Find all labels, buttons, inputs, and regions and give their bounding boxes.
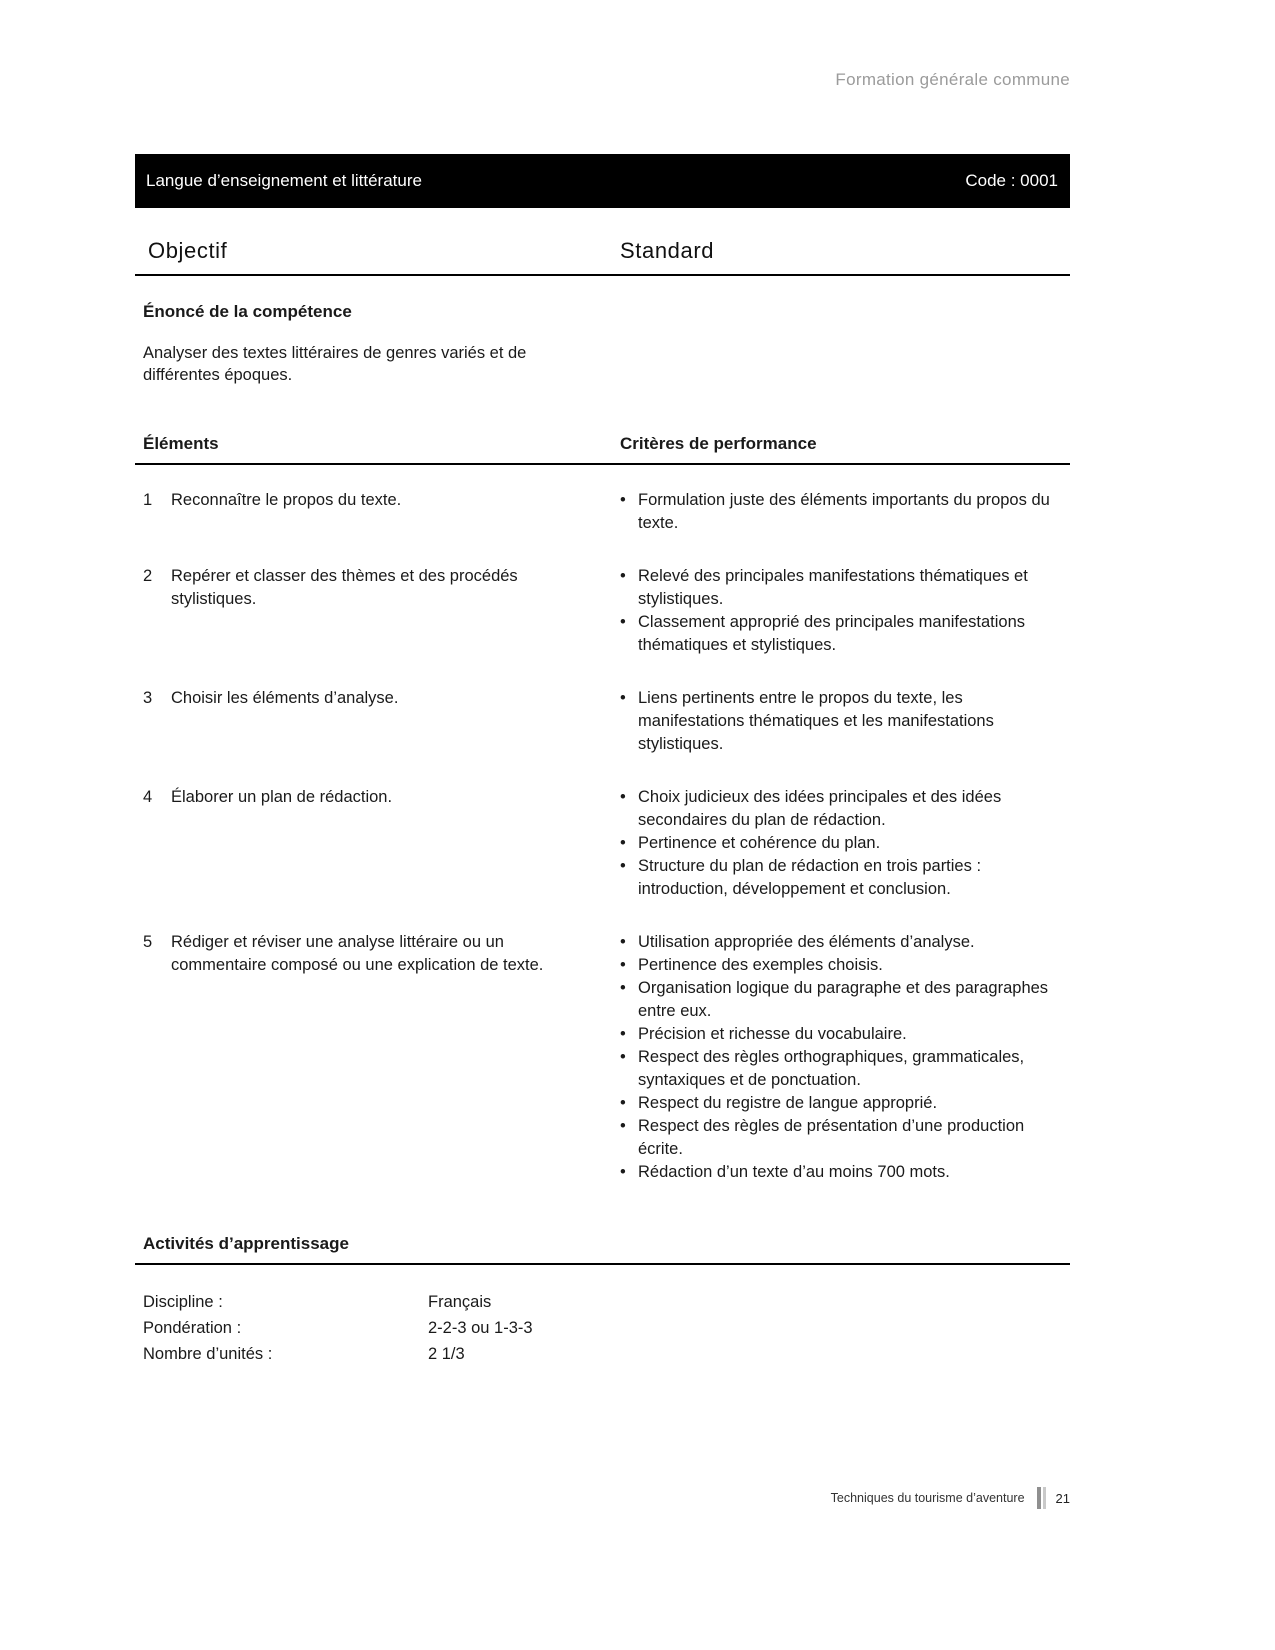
element-text: Rédiger et réviser une analyse littéraire ou un commentaire composé ou une explication de texte.: [171, 933, 544, 974]
field-discipline: [135, 1289, 1070, 1315]
element-number: 5: [143, 933, 153, 951]
element-cell: [135, 931, 612, 1184]
bullet-icon: •: [620, 689, 626, 707]
page-content: [135, 0, 1070, 1367]
element-text: Reconnaître le propos du texte.: [171, 491, 402, 509]
criterion-text: Respect du registre de langue approprié.: [638, 1094, 938, 1112]
document-category: Formation générale commune: [835, 70, 1070, 89]
table-row: [135, 931, 1070, 1184]
table-headers: [135, 434, 1070, 465]
criterion-text: Pertinence des exemples choisis.: [638, 956, 883, 974]
bullet-icon: •: [620, 834, 626, 852]
competence-text: Analyser des textes littéraires de genres variés et de différentes époques.: [143, 344, 527, 384]
element-cell: [135, 565, 612, 657]
criterion: [612, 855, 1070, 901]
element-cell: [135, 786, 612, 901]
competence-heading: Énoncé de la compétence: [143, 302, 352, 321]
criterion: [612, 1092, 1070, 1115]
element-number: 4: [143, 788, 153, 806]
objectif-title: Objectif: [148, 238, 228, 263]
bullet-icon: •: [620, 933, 626, 951]
element-text: Repérer et classer des thèmes et des procédés stylistiques.: [171, 567, 518, 608]
field-value: Français: [428, 1293, 492, 1311]
field-value: 2-2-3 ou 1-3-3: [428, 1319, 533, 1337]
footer-divider-icon: [1037, 1487, 1046, 1509]
field-label: Nombre d’unités :: [143, 1345, 273, 1363]
criterion: [612, 931, 1070, 954]
criterion: [612, 1023, 1070, 1046]
criterion-text: Relevé des principales manifestations thématiques et stylistiques.: [638, 567, 1028, 608]
field-label: Pondération :: [143, 1319, 242, 1337]
page-footer: [831, 1487, 1070, 1509]
activities-heading: Activités d’apprentissage: [135, 1234, 1070, 1265]
bullet-icon: •: [620, 1048, 626, 1066]
criterion-text: Liens pertinents entre le propos du texte, les manifestations thématiques et les manifestations stylistiques.: [638, 689, 994, 753]
criteria-cell: [612, 489, 1070, 535]
elements-header: Éléments: [143, 434, 219, 453]
criterion: [612, 611, 1070, 657]
field-ponderation: [135, 1315, 1070, 1341]
criterion-text: Formulation juste des éléments importants du propos du texte.: [638, 491, 1050, 532]
criterion: [612, 1161, 1070, 1184]
criterion: [612, 1115, 1070, 1161]
table-row: [135, 489, 1070, 535]
bullet-icon: •: [620, 491, 626, 509]
element-text: Élaborer un plan de rédaction.: [171, 788, 393, 806]
element-number: 2: [143, 567, 153, 585]
bullet-icon: •: [620, 788, 626, 806]
bullet-icon: •: [620, 1094, 626, 1112]
element-cell: [135, 687, 612, 756]
field-value: 2 1/3: [428, 1345, 465, 1363]
criterion: [612, 954, 1070, 977]
standard-title: Standard: [620, 238, 715, 263]
criterion-text: Précision et richesse du vocabulaire.: [638, 1025, 907, 1043]
criterion-text: Organisation logique du paragraphe et des paragraphes entre eux.: [638, 979, 1049, 1020]
bullet-icon: •: [620, 979, 626, 997]
element-number: 3: [143, 689, 153, 707]
course-banner: [135, 154, 1070, 208]
bullet-icon: •: [620, 613, 626, 631]
criterion: [612, 786, 1070, 832]
course-title: Langue d’enseignement et littérature: [146, 171, 422, 190]
criterion: [612, 1046, 1070, 1092]
criterion: [612, 687, 1070, 756]
criterion-text: Pertinence et cohérence du plan.: [638, 834, 881, 852]
criteria-cell: [612, 931, 1070, 1184]
column-titles: [135, 238, 1070, 276]
bullet-icon: •: [620, 567, 626, 585]
table-row: [135, 687, 1070, 756]
criterion: [612, 832, 1070, 855]
criterion-text: Classement approprié des principales manifestations thématiques et stylistiques.: [638, 613, 1026, 654]
criterion-text: Structure du plan de rédaction en trois parties : introduction, développement et conclusion.: [638, 857, 982, 898]
criteres-header: Critères de performance: [620, 434, 817, 453]
element-text: Choisir les éléments d’analyse.: [171, 689, 399, 707]
element-number: 1: [143, 491, 153, 509]
criteria-cell: [612, 687, 1070, 756]
criterion: [612, 565, 1070, 611]
field-label: Discipline :: [143, 1293, 223, 1311]
criterion-text: Respect des règles orthographiques, grammaticales, syntaxiques et de ponctuation.: [638, 1048, 1025, 1089]
criteria-cell: [612, 786, 1070, 901]
footer-text: Techniques du tourisme d’aventure: [830, 1491, 1025, 1505]
bullet-icon: •: [620, 1163, 626, 1181]
criterion-text: Respect des règles de présentation d’une production écrite.: [638, 1117, 1025, 1158]
bullet-icon: •: [620, 956, 626, 974]
criteria-cell: [612, 565, 1070, 657]
field-unites: [135, 1341, 1070, 1367]
criterion-text: Rédaction d’un texte d’au moins 700 mots.: [638, 1163, 950, 1181]
elements-table: [135, 489, 1070, 1184]
table-row: [135, 565, 1070, 657]
bullet-icon: •: [620, 857, 626, 875]
element-cell: [135, 489, 612, 535]
page-number: 21: [1055, 1490, 1070, 1506]
criterion: [612, 977, 1070, 1023]
activities-fields: [135, 1289, 1070, 1367]
criterion-text: Choix judicieux des idées principales et des idées secondaires du plan de rédaction.: [638, 788, 1002, 829]
course-code: Code : 0001: [965, 171, 1058, 190]
table-row: [135, 786, 1070, 901]
criterion-text: Utilisation appropriée des éléments d’analyse.: [638, 933, 975, 951]
bullet-icon: •: [620, 1025, 626, 1043]
bullet-icon: •: [620, 1117, 626, 1135]
criterion: [612, 489, 1070, 535]
